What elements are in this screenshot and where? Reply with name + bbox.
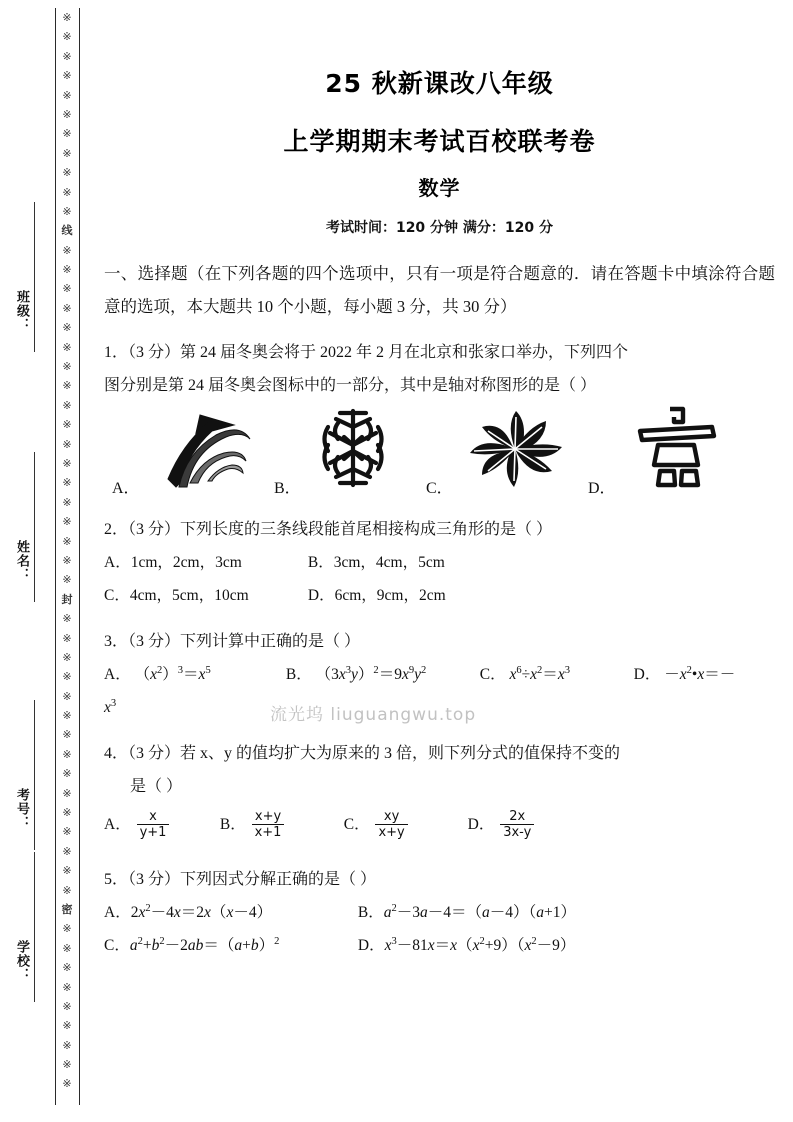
question-1-stem-line1: 1．（3 分）第 24 届冬奥会将于 2022 年 2 月在北京和张家口举办，下列四个 <box>104 344 629 361</box>
question-3-option-c-label: C． <box>479 666 506 683</box>
question-1-label-d: D． <box>588 480 616 497</box>
seal-mark: ※ <box>62 127 72 141</box>
seal-mark: ※ <box>62 282 72 296</box>
fraction-d-numerator: 2x <box>509 808 526 824</box>
field-class-rule <box>34 202 35 352</box>
seal-mark: ※ <box>62 398 72 412</box>
field-name-rule <box>34 452 35 602</box>
question-2 <box>104 513 775 612</box>
question-3-option-a <box>104 658 282 691</box>
question-3-option-c-expr: $x^6\div x^2=x^3$ <box>509 664 570 683</box>
seal-mark: ※ <box>62 553 72 567</box>
seal-mark: ※ <box>62 185 72 199</box>
seal-mark: ※ <box>62 534 72 548</box>
question-3-option-d-label: D． <box>633 666 661 683</box>
question-4-option-d <box>468 803 537 847</box>
question-4-fraction-c <box>375 809 407 841</box>
seal-mark: ※ <box>62 1019 72 1033</box>
section-heading-choice: 一、选择题（在下列各题的四个选项中，只有一项是符合题意的．请在答题卡中填涂符合题意的选项，本大题共 10 个小题，每小题 3 分，共 30 分） <box>104 264 775 316</box>
field-class-label: 班级： <box>14 290 29 332</box>
field-school-label: 学校： <box>14 940 29 982</box>
question-2-options <box>104 546 775 612</box>
fraction-a-numerator: x <box>149 808 157 824</box>
exam-info: 考试时间：120 分钟 满分：120 分 <box>325 220 554 236</box>
seal-mark: ※ <box>62 204 72 218</box>
seal-word: 封 <box>61 592 73 606</box>
question-3-option-a-expr: $(x^2)^3=x^5$ <box>134 664 211 683</box>
seal-mark: ※ <box>62 166 72 180</box>
seal-mark: ※ <box>62 495 72 509</box>
seal-mark: ※ <box>62 146 72 160</box>
seal-mark: ※ <box>62 69 72 83</box>
field-school <box>0 940 55 1050</box>
question-4-option-c <box>344 803 464 847</box>
question-1-option-d <box>588 408 748 500</box>
page-title-line1: 25 秋新课改八年级 <box>325 69 554 98</box>
seal-mark: ※ <box>62 922 72 936</box>
seal-mark: ※ <box>62 263 72 277</box>
question-4-fraction-d <box>500 809 534 841</box>
seal-mark: ※ <box>62 49 72 63</box>
question-1-figure-strip <box>104 408 775 500</box>
seal-sidebar <box>0 0 100 1122</box>
question-1-option-a <box>112 408 272 500</box>
question-5-option-a: A．$2x^2-4x=2x(x-4)$ <box>104 902 273 921</box>
question-2-option-d: D．6cm，9cm，2cm <box>307 587 446 604</box>
fraction-a-denominator: y+1 <box>137 824 170 840</box>
exam-paper-body <box>100 0 793 1122</box>
seal-mark: ※ <box>62 728 72 742</box>
field-exam-number-label: 考号： <box>14 788 29 830</box>
seal-mark: ※ <box>62 340 72 354</box>
field-class <box>0 290 55 400</box>
question-1-label-c: C． <box>426 480 453 497</box>
seal-mark: ※ <box>62 689 72 703</box>
question-3-option-d-expr: $-x^2•x=-$ <box>664 664 736 683</box>
question-3-options <box>104 658 775 724</box>
question-5-option-b: B．$a^2-3a-4=(a-4)(a+1)$ <box>357 902 577 921</box>
question-5-option-d: D．$x^3-81x=x(x^2+9)(x^2-9)$ <box>357 935 576 954</box>
seal-mark: ※ <box>62 321 72 335</box>
ribbon-swoosh-icon <box>146 409 254 494</box>
question-4-option-b-label: B． <box>219 816 246 833</box>
seal-mark: ※ <box>62 379 72 393</box>
seal-mark: ※ <box>62 476 72 490</box>
question-5 <box>104 863 775 962</box>
seal-mark: ※ <box>62 1058 72 1072</box>
question-2-option-b: B．3cm，4cm，5cm <box>307 554 445 571</box>
question-1 <box>104 336 775 402</box>
question-1-option-c <box>426 408 586 500</box>
question-4-option-d-label: D． <box>467 816 495 833</box>
snowflake-icon <box>316 407 390 494</box>
seal-mark: ※ <box>62 456 72 470</box>
question-4-option-b <box>220 803 340 847</box>
field-exam-number <box>0 788 55 898</box>
question-1-option-b <box>274 408 424 500</box>
field-exam-number-rule <box>34 700 35 850</box>
seal-mark: ※ <box>62 864 72 878</box>
question-3-option-a-label: A． <box>104 666 131 683</box>
field-name-label: 姓名： <box>14 540 29 582</box>
question-1-stem-line2: 图分别是第 24 届冬奥会图标中的一部分，其中是轴对称图形的是（ ） <box>104 377 597 394</box>
seal-mark: ※ <box>62 961 72 975</box>
question-5-options <box>104 896 775 962</box>
seal-mark: ※ <box>62 360 72 374</box>
question-4-fraction-b <box>252 809 285 841</box>
inukshuk-icon <box>634 405 720 494</box>
seal-mark: ※ <box>62 88 72 102</box>
seal-mark: ※ <box>62 573 72 587</box>
question-3-option-d-wrap: $x^3$ <box>104 697 117 716</box>
question-4-stem-line1: 4．（3 分）若 x、y 的值均扩大为原来的 3 倍，则下列分式的值保持不变的 <box>104 745 621 762</box>
seal-mark: ※ <box>62 786 72 800</box>
seal-mark: ※ <box>62 30 72 44</box>
fraction-c-denominator: x+y <box>375 824 407 840</box>
seal-word: 密 <box>61 902 73 916</box>
question-4-option-c-label: C． <box>343 816 370 833</box>
question-3 <box>104 625 775 724</box>
question-3-option-d <box>634 658 736 691</box>
field-name <box>0 540 55 650</box>
fraction-b-denominator: x+1 <box>252 824 285 840</box>
seal-rule-right <box>79 8 80 1105</box>
seal-mark: ※ <box>62 612 72 626</box>
question-4-stem-line2: 是（ ） <box>130 778 183 795</box>
question-1-label-b: B． <box>274 480 301 497</box>
seal-mark: ※ <box>62 844 72 858</box>
seal-mark: ※ <box>62 243 72 257</box>
question-2-option-a: A．1cm，2cm，3cm <box>104 554 242 571</box>
seal-mark: ※ <box>62 11 72 24</box>
question-3-stem: 3．（3 分）下列计算中正确的是（ ） <box>104 633 361 650</box>
fraction-b-numerator: x+y <box>254 808 282 824</box>
flower-pinwheel-icon <box>462 409 568 494</box>
seal-mark: ※ <box>62 650 72 664</box>
seal-mark-column <box>55 8 79 1105</box>
watermark-text: 流光坞 liuguangwu.top <box>270 705 477 725</box>
question-4-options <box>104 803 775 847</box>
seal-mark: ※ <box>62 806 72 820</box>
question-3-option-b-label: B． <box>285 666 312 683</box>
seal-mark: ※ <box>62 980 72 994</box>
seal-mark: ※ <box>62 631 72 645</box>
question-1-label-a: A． <box>112 480 140 497</box>
question-5-option-c: C．$a^2+b^2-2ab=(a+b)^2$ <box>104 935 280 954</box>
page-subject: 数学 <box>418 176 461 200</box>
seal-mark: ※ <box>62 1038 72 1052</box>
question-4-fraction-a <box>137 809 170 841</box>
seal-mark: ※ <box>62 418 72 432</box>
seal-mark: ※ <box>62 825 72 839</box>
question-2-option-c: C．4cm，5cm，10cm <box>104 587 249 604</box>
field-school-rule <box>34 852 35 1002</box>
seal-word: 线 <box>61 224 73 238</box>
seal-mark: ※ <box>62 301 72 315</box>
page-title-line2: 上学期期末考试百校联考卷 <box>283 127 596 156</box>
question-4-option-a <box>104 803 216 847</box>
question-3-option-b <box>286 658 476 691</box>
seal-mark: ※ <box>62 515 72 529</box>
seal-mark: ※ <box>62 941 72 955</box>
question-4 <box>104 737 775 847</box>
question-5-stem: 5．（3 分）下列因式分解正确的是（ ） <box>104 871 377 888</box>
seal-mark: ※ <box>62 747 72 761</box>
fraction-d-denominator: 3x-y <box>500 824 534 840</box>
fraction-c-numerator: xy <box>383 808 400 824</box>
seal-mark: ※ <box>62 107 72 121</box>
question-3-option-c <box>480 658 630 691</box>
question-3-option-b-expr: $(3x^3y)^2=9x^9y^2$ <box>315 664 427 683</box>
seal-mark: ※ <box>62 767 72 781</box>
seal-mark: ※ <box>62 883 72 897</box>
seal-mark: ※ <box>62 1077 72 1091</box>
seal-mark: ※ <box>62 670 72 684</box>
seal-mark: ※ <box>62 709 72 723</box>
question-2-stem: 2．（3 分）下列长度的三条线段能首尾相接构成三角形的是（ ） <box>104 521 553 538</box>
seal-mark: ※ <box>62 437 72 451</box>
question-4-option-a-label: A． <box>104 816 131 833</box>
seal-mark: ※ <box>62 999 72 1013</box>
